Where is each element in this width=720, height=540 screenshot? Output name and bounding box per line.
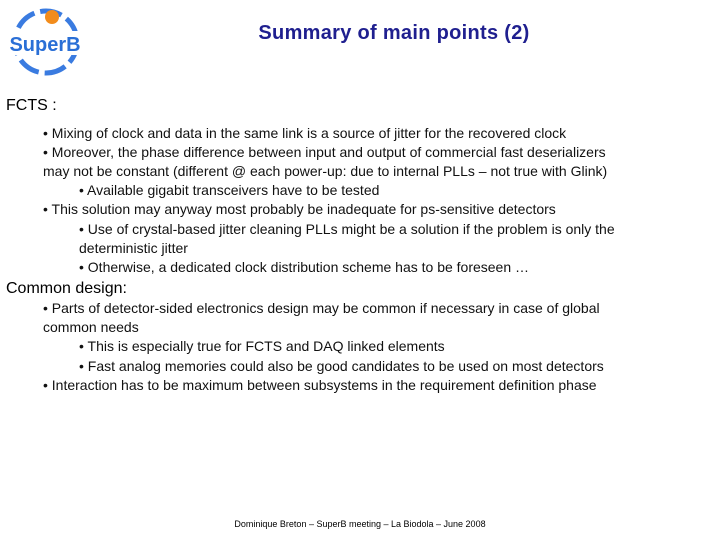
- bullet-interaction: • Interaction has to be maximum between subsystems in the requirement definition phase: [43, 377, 597, 393]
- bullet-phase-difference: • Moreover, the phase difference between input and output of commercial fast deserializers: [43, 144, 606, 160]
- sub-bullet-crystal-pll-cont: deterministic jitter: [79, 240, 188, 256]
- section-heading-fcts: FCTS :: [6, 97, 57, 114]
- page-title: Summary of main points (2): [258, 22, 530, 44]
- sub-bullet-analog-memories: • Fast analog memories could also be good candidates to be used on most detectors: [79, 358, 604, 374]
- sub-bullet-fcts-daq: • This is especially true for FCTS and DAQ linked elements: [79, 338, 445, 354]
- bullet-jitter-mixing: • Mixing of clock and data in the same link is a source of jitter for the recovered clock: [43, 125, 567, 141]
- bullet-common-electronics: • Parts of detector-sided electronics design may be common if necessary in case of global: [43, 300, 600, 316]
- bullet-phase-difference-cont: may not be constant (different @ each power-up: due to internal PLLs – not true with Glink): [43, 163, 608, 179]
- svg-text:SuperB: SuperB: [9, 34, 81, 56]
- sub-bullet-crystal-pll: • Use of crystal-based jitter cleaning PLLs might be a solution if the problem is only the: [79, 221, 615, 237]
- sub-bullet-transceivers: • Available gigabit transceivers have to be tested: [79, 182, 380, 198]
- bullet-common-electronics-cont: common needs: [43, 319, 139, 335]
- footer: Dominique Breton – SuperB meeting – La Biodola – June 2008: [234, 519, 486, 529]
- bullet-ps-sensitive: • This solution may anyway most probably be inadequate for ps-sensitive detectors: [43, 201, 556, 217]
- sub-bullet-clock-distribution: • Otherwise, a dedicated clock distribution scheme has to be foreseen …: [79, 259, 530, 275]
- section-heading-common-design: Common design:: [6, 280, 127, 297]
